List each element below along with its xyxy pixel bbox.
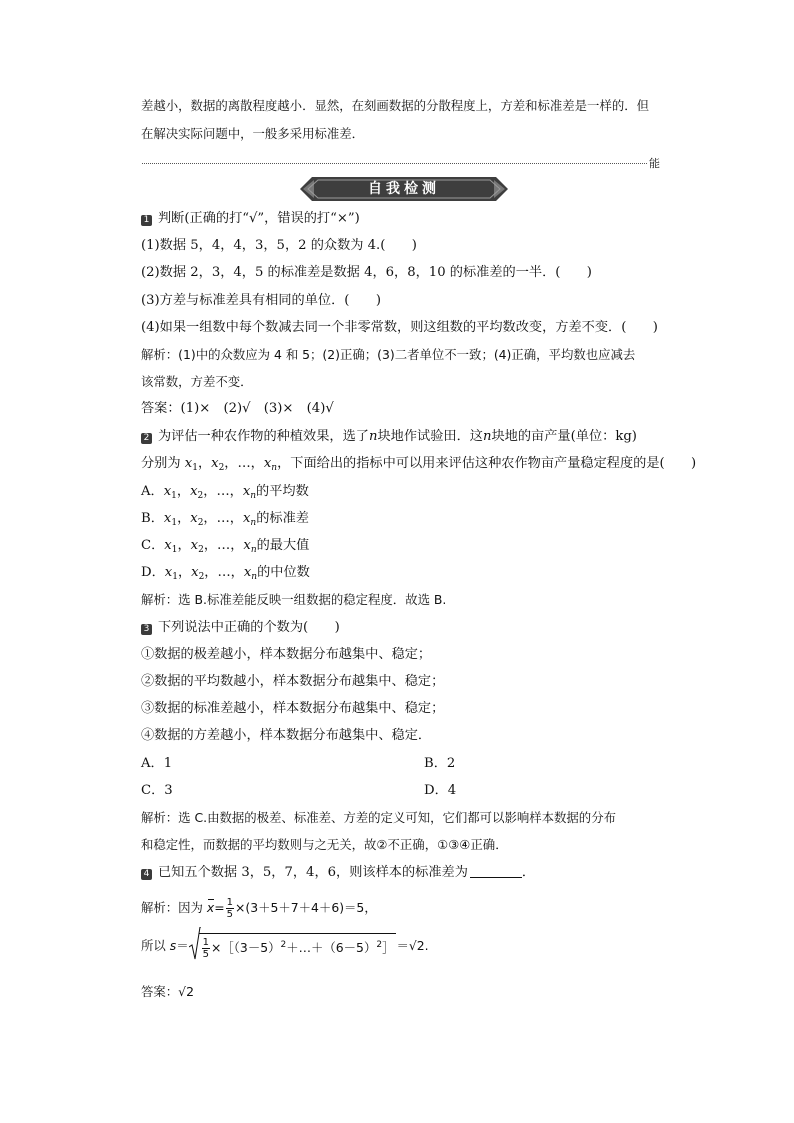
option-text: 的平均数 xyxy=(256,484,309,499)
q1-number: 1 xyxy=(141,215,152,226)
ellipsis: … xyxy=(216,484,230,499)
q3-option-c: C．3 xyxy=(141,783,173,798)
q1-item-3: (3)方差与标准差具有相同的单位．( ) xyxy=(141,293,381,308)
sub-n: n xyxy=(251,572,258,582)
sub-1: 1 xyxy=(171,518,178,528)
sep: ， xyxy=(203,538,217,553)
section-divider xyxy=(142,163,647,164)
frac-denominator: 5 xyxy=(226,909,234,920)
banner-title: 自我检测 xyxy=(368,181,440,197)
answer-blank xyxy=(470,864,522,878)
sub-n: n xyxy=(250,518,257,528)
option-label: A． xyxy=(141,484,164,499)
q3-number: 3 xyxy=(141,624,152,635)
analysis-prefix: 解析：因为 xyxy=(141,900,203,915)
q4-number: 4 xyxy=(141,869,152,880)
sub-n: n xyxy=(250,491,257,501)
root-body: ×［（3－5） xyxy=(210,940,281,955)
var-x: x xyxy=(243,538,251,553)
sep: ， xyxy=(204,565,218,580)
var-x: x xyxy=(163,511,172,526)
var-x: x xyxy=(190,484,198,499)
root-end: ］ xyxy=(382,940,395,955)
sub-2: 2 xyxy=(218,463,225,473)
option-label: B． xyxy=(141,511,164,526)
option-label: C． xyxy=(141,538,165,553)
frac-numerator: 1 xyxy=(202,937,209,948)
intro-line-2: 在解决实际问题中，一般多采用标准差． xyxy=(141,126,365,141)
var-x: x xyxy=(163,484,172,499)
sub-2: 2 xyxy=(198,545,204,555)
var-x: x xyxy=(190,511,198,526)
sep: ， xyxy=(224,456,238,471)
sep: ， xyxy=(177,538,191,553)
sub-1: 1 xyxy=(171,491,177,501)
section-end-mark: 能 xyxy=(649,157,660,170)
q2-stem-line-2 xyxy=(141,455,696,477)
sep: ， xyxy=(250,456,264,471)
q3-item-1: ①数据的极差越小，样本数据分布越集中、稳定； xyxy=(141,647,432,662)
var-x: x xyxy=(164,538,172,553)
sub-1: 1 xyxy=(172,572,178,582)
frac-numerator: 1 xyxy=(226,897,234,908)
q4-stem: 已知五个数据 3，5，7，4，6，则该样本的标准差为 xyxy=(158,865,468,880)
q3-item-4: ④数据的方差越小，样本数据分布越集中、稳定． xyxy=(141,728,432,743)
q4-answer: 答案：√2 xyxy=(141,984,194,999)
var-x: x xyxy=(184,456,193,471)
ellipsis: … xyxy=(216,511,230,526)
q2-analysis: 解析：选 B.标准差能反映一组数据的稳定程度．故选 B. xyxy=(141,592,447,607)
q2-line2-a: 分别为 xyxy=(141,456,181,471)
sep: ， xyxy=(177,511,191,526)
sep: ， xyxy=(230,538,244,553)
intro-line-1: 差越小，数据的离散程度越小．显然，在刻画数据的分散程度上，方差和标准差是一样的．但 xyxy=(141,98,650,113)
q3-analysis-2: 和稳定性，而数据的平均数则与之无关，故②不正确，①③④正确． xyxy=(141,837,508,852)
square: 2 xyxy=(280,940,287,950)
frac-denominator: 5 xyxy=(202,949,209,960)
q3-option-b: B．2 xyxy=(424,756,456,771)
root-mid: ＋…＋（6－5） xyxy=(286,940,377,955)
section-banner xyxy=(300,177,508,201)
q3-item-2: ②数据的平均数越小，样本数据分布越集中、稳定； xyxy=(141,674,445,689)
q1-stem-line xyxy=(141,210,360,228)
q2-n-1: n xyxy=(369,429,378,444)
sep: ， xyxy=(176,484,191,499)
q1-stem: 判断(正确的打“√”，错误的打“×”) xyxy=(158,211,360,226)
q2-option-c xyxy=(141,537,309,559)
fraction-one-fifth xyxy=(202,937,210,960)
option-text: 的中位数 xyxy=(257,565,310,580)
q2-option-b xyxy=(141,510,309,532)
sep: ， xyxy=(229,511,243,526)
ellipsis: … xyxy=(217,565,231,580)
sub-1: 1 xyxy=(192,463,198,473)
q2-stem-a: 为评估一种农作物的种植效果，选了 xyxy=(158,429,369,444)
var-x: x xyxy=(164,565,173,580)
q2-stem-line-1 xyxy=(141,428,637,446)
var-x: x xyxy=(263,456,272,471)
sep: ， xyxy=(203,484,217,499)
var-x: x xyxy=(211,456,219,471)
sep: ， xyxy=(203,511,217,526)
q4-analysis-line-2 xyxy=(141,933,429,960)
q1-item-4: (4)如果一组数中每个数减去同一个非零常数，则这组数的平均数改变，方差不变．( ) xyxy=(141,320,658,335)
q2-stem-c: 块地的亩产量(单位：kg) xyxy=(491,429,637,444)
result-tail: ＝√2. xyxy=(396,938,429,953)
q1-analysis-2: 该常数，方差不变． xyxy=(141,374,253,389)
ellipsis: … xyxy=(217,538,231,553)
q1-answer: 答案：(1)× (2)√ (3)× (4)√ xyxy=(141,401,334,416)
sep: ， xyxy=(177,565,192,580)
sub-2: 2 xyxy=(197,518,204,528)
mean-calc: ×(3＋5＋7＋4＋6)＝5， xyxy=(235,900,377,915)
q4-analysis-line-1 xyxy=(141,897,377,920)
q2-line2-b: 下面给出的指标中可以用来评估这种农作物亩产量稳定程度的是( ) xyxy=(290,456,697,471)
sub-n: n xyxy=(271,463,278,473)
q2-option-a xyxy=(141,483,309,505)
q4-stem-end: ． xyxy=(521,865,536,880)
q3-stem: 下列说法中正确的个数为( ) xyxy=(158,620,340,635)
option-label: D． xyxy=(141,565,165,580)
var-x: x xyxy=(243,565,252,580)
q3-option-d: D．4 xyxy=(424,783,457,798)
option-text: 的最大值 xyxy=(256,538,310,553)
q2-option-d xyxy=(141,564,310,586)
q4-stem-line xyxy=(141,864,535,882)
square: 2 xyxy=(376,940,383,950)
sub-2: 2 xyxy=(197,491,204,501)
radical-sign xyxy=(189,927,201,961)
q3-item-3: ③数据的标准差越小，样本数据分布越集中、稳定； xyxy=(141,701,445,716)
sub-n: n xyxy=(250,545,257,555)
q3-stem-line xyxy=(141,619,340,637)
var-x: x xyxy=(191,565,199,580)
q3-option-a: A．1 xyxy=(141,756,173,771)
sep: ， xyxy=(229,484,243,499)
equals: ＝ xyxy=(176,938,189,953)
q1-item-2: (2)数据 2，3，4，5 的标准差是数据 4，6，8，10 的标准差的一半．( ) xyxy=(141,265,592,280)
q2-stem-b: 块地作试验田．这 xyxy=(377,429,483,444)
equals: = xyxy=(214,900,225,915)
option-text: 的标准差 xyxy=(256,511,309,526)
sub-1: 1 xyxy=(171,545,178,555)
sub-2: 2 xyxy=(198,572,205,582)
sep: ， xyxy=(230,565,244,580)
fraction-one-fifth xyxy=(226,897,234,920)
q3-analysis-1: 解析：选 C.由数据的极差、标准差、方差的定义可知，它们都可以影响样本数据的分布 xyxy=(141,810,616,825)
q1-analysis-1: 解析：(1)中的众数应为 4 和 5；(2)正确；(3)二者单位不一致；(4)正确，平均数也应减去 xyxy=(141,347,636,362)
sqrt-expression xyxy=(189,933,397,960)
var-s: s xyxy=(169,938,177,953)
mean-x-bar: x xyxy=(206,900,215,915)
ellipsis: … xyxy=(237,456,251,471)
q2-n-2: n xyxy=(483,429,492,444)
q1-item-1: (1)数据 5，4，4，3，5，2 的众数为 4.( ) xyxy=(141,238,417,253)
sep: ， xyxy=(277,456,291,471)
sep: ， xyxy=(197,456,212,471)
var-x: x xyxy=(242,511,251,526)
line2-prefix: 所以 xyxy=(141,938,166,953)
var-x: x xyxy=(242,484,251,499)
q2-number: 2 xyxy=(141,433,152,444)
var-x: x xyxy=(190,538,199,553)
